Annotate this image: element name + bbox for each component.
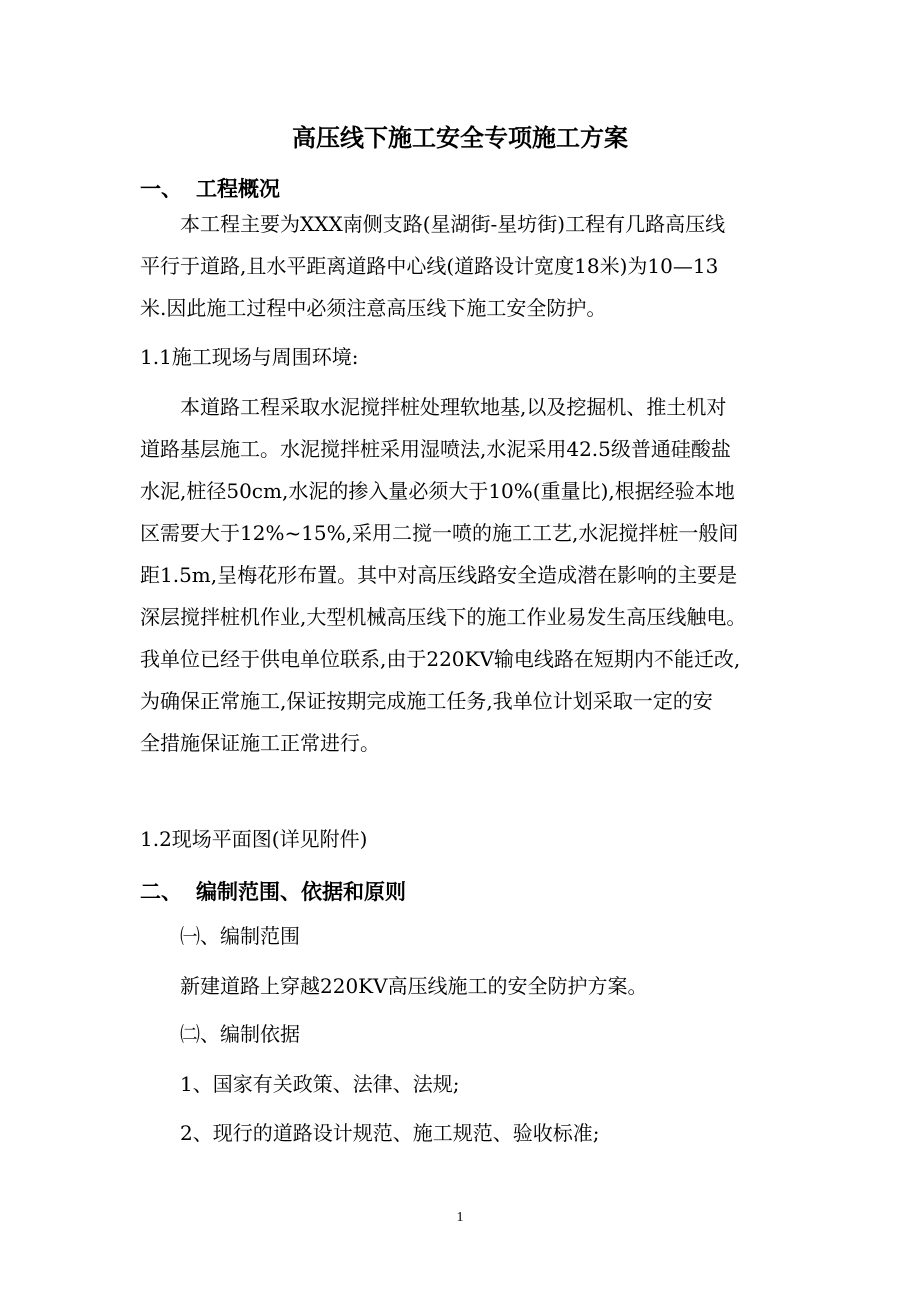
section-heading-2 [140,876,790,906]
text-line: 道路基层施工。水泥搅拌桩采用湿喷法,水泥采用42.5级普通硅酸盐 [140,437,731,461]
text-line: 深层搅拌桩机作业,大型机械高压线下的施工作业易发生高压线触电。 [140,605,747,629]
list-item: 2、现行的道路设计规范、施工规范、验收标准; [180,1121,600,1145]
text-line: 我单位已经于供电单位联系,由于220KV输电线路在短期内不能迁改, [140,647,741,671]
subsection-1-1: 1.1施工现场与周围环境: [140,345,359,369]
subheading-scope: ㈠、编制范围 [180,924,300,948]
text-line: 距1.5m,呈梅花形布置。其中对高压线路安全造成潜在影响的主要是 [140,563,738,587]
text-line: 平行于道路,且水平距离道路中心线(道路设计宽度18米)为10—13 [140,254,719,278]
section-heading-1 [140,173,790,203]
text-line: 区需要大于12%~15%,采用二搅一喷的施工工艺,水泥搅拌桩一般间 [140,521,739,545]
section-title: 工程概况 [196,176,280,201]
document-title: 高压线下施工安全专项施工方案 [292,123,628,152]
text-line: 为确保正常施工,保证按期完成施工任务,我单位计划采取一定的安 [140,689,713,713]
text-line: 全措施保证施工正常进行。 [140,731,380,755]
list-item: 1、国家有关政策、法律、法规; [180,1072,460,1096]
section-title: 编制范围、依据和原则 [196,879,406,904]
section-number: 二、 [140,879,182,904]
text-line: 米.因此施工过程中必须注意高压线下施工安全防护。 [140,296,607,320]
paragraph-overview [140,203,790,329]
text-line: 本道路工程采取水泥搅拌桩处理软地基,以及挖掘机、推土机对 [180,395,727,419]
subheading-basis: ㈡、编制依据 [180,1022,300,1046]
paragraph-scope: 新建道路上穿越220KV高压线施工的安全防护方案。 [180,974,648,998]
text-line: 水泥,桩径50cm,水泥的掺入量必须大于10%(重量比),根据经验本地 [140,479,735,503]
paragraph-environment [140,386,790,764]
subsection-1-2: 1.2现场平面图(详见附件) [140,827,368,851]
page-number: 1 [456,1210,464,1225]
section-number: 一、 [140,176,182,201]
text-line: 本工程主要为XXX南侧支路(星湖街-星坊街)工程有几路高压线 [180,212,726,236]
